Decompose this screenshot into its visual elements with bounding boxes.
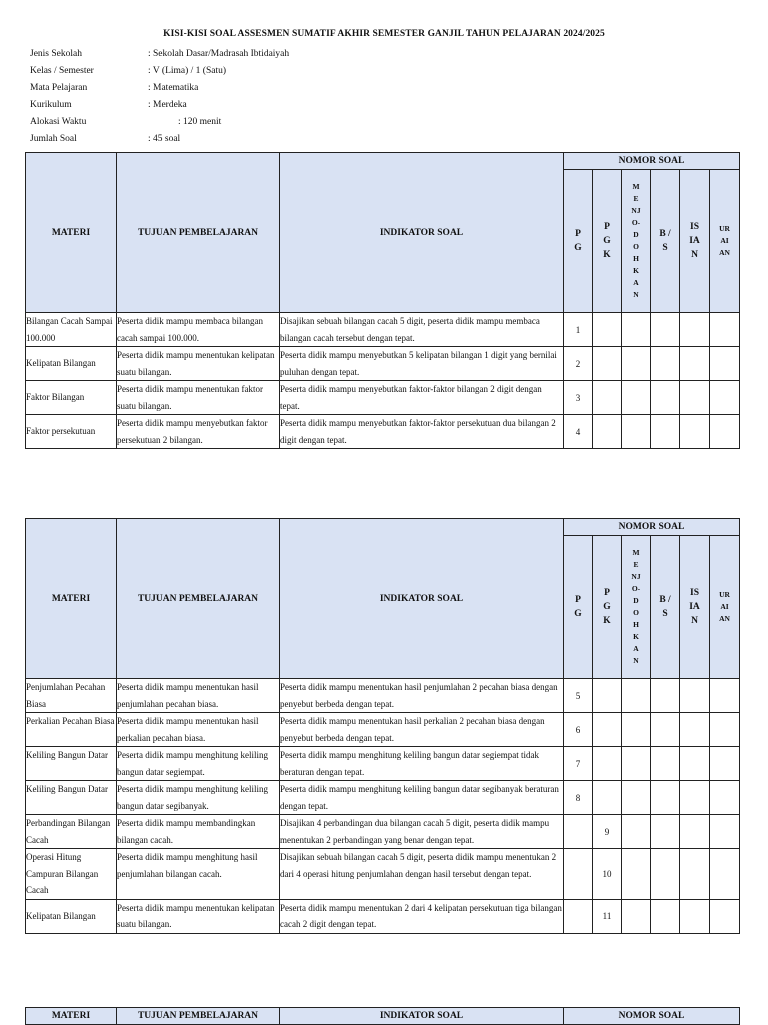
cell-uraian [710, 381, 740, 415]
cell-pgk: 11 [593, 899, 622, 933]
cell-tujuan: Peserta didik mampu menentukan kelipatan suatu bilangan. [117, 347, 280, 381]
header-isian-char: IS [690, 222, 699, 232]
header-materi: MATERI [26, 1008, 117, 1025]
header-tujuan: TUJUAN PEMBELAJARAN [117, 153, 280, 313]
cell-menjodohkan [622, 747, 651, 781]
cell-isian [680, 713, 710, 747]
cell-isian [680, 815, 710, 849]
cell-pg [564, 899, 593, 933]
header-bs-char: B / [659, 595, 671, 605]
cell-uraian [710, 415, 740, 449]
header-pgk-char: K [603, 250, 611, 260]
cell-bs [651, 849, 680, 900]
cell-pg [564, 849, 593, 900]
cell-isian [680, 381, 710, 415]
header-isian-char: N [691, 250, 698, 260]
cell-materi: Penjumlahan Pecahan Biasa [26, 679, 117, 713]
cell-tujuan: Peserta didik mampu menentukan kelipatan suatu bilangan. [117, 899, 280, 933]
header-pg-char: P [575, 229, 581, 239]
cell-uraian [710, 849, 740, 900]
header-menjodohkan-char: N [633, 290, 639, 299]
header-bs [651, 170, 680, 313]
cell-materi: Perkalian Pecahan Biasa [26, 713, 117, 747]
cell-materi: Keliling Bangun Datar [26, 747, 117, 781]
header-isian [680, 170, 710, 313]
header-pgk-char: G [603, 236, 611, 246]
table-row [26, 781, 740, 815]
cell-pgk: 10 [593, 849, 622, 900]
cell-pg: 1 [564, 313, 593, 347]
cell-indikator: Disajikan sebuah bilangan cacah 5 digit, peserta didik mampu menentukan 2 dari 4 operasi hitung penjumlahan dengan hasil tersebut dengan tepat. [280, 849, 564, 900]
meta-label: Mata Pelajaran [30, 83, 88, 93]
cell-materi: Faktor Bilangan [26, 381, 117, 415]
header-uraian-char: AN [719, 614, 730, 623]
cell-pgk [593, 381, 622, 415]
header-pgk-char: P [604, 588, 610, 598]
cell-pgk: 9 [593, 815, 622, 849]
cell-isian [680, 347, 710, 381]
cell-indikator: Peserta didik mampu menghitung keliling bangun datar segiempat tidak beraturan dengan tepat. [280, 747, 564, 781]
header-menjodohkan-char: O- [631, 584, 641, 593]
header-menjodohkan [622, 536, 651, 679]
header-nomor-soal: NOMOR SOAL [564, 153, 740, 170]
table-row [26, 899, 740, 933]
document-title: KISI-KISI SOAL ASSESMEN SUMATIF AKHIR SEMESTER GANJIL TAHUN PELAJARAN 2024/2025 [163, 29, 605, 39]
cell-materi: Operasi Hitung Campuran Bilangan Cacah [26, 849, 117, 900]
cell-materi: Kelipatan Bilangan [26, 899, 117, 933]
header-pg [564, 536, 593, 679]
cell-bs [651, 313, 680, 347]
cell-uraian [710, 313, 740, 347]
cell-bs [651, 899, 680, 933]
table-row [26, 313, 740, 347]
header-uraian-char: AI [720, 602, 729, 611]
cell-isian [680, 899, 710, 933]
cell-uraian [710, 747, 740, 781]
cell-pgk [593, 747, 622, 781]
header-pg-char: P [575, 595, 581, 605]
meta-value: : 45 soal [148, 134, 181, 144]
cell-indikator: Disajikan sebuah bilangan cacah 5 digit, peserta didik mampu membaca bilangan cacah tersebut dengan tepat. [280, 313, 564, 347]
cell-pgk [593, 679, 622, 713]
kisi-kisi-table-3-header [25, 1007, 740, 1025]
header-bs-char: S [662, 609, 668, 619]
header-pgk-char: K [603, 616, 611, 626]
header-materi: MATERI [26, 153, 117, 313]
cell-tujuan: Peserta didik mampu menghitung keliling bangun datar segiempat. [117, 747, 280, 781]
header-tujuan: TUJUAN PEMBELAJARAN [117, 1008, 280, 1025]
cell-bs [651, 415, 680, 449]
cell-menjodohkan [622, 313, 651, 347]
table-row [26, 713, 740, 747]
header-menjodohkan-char: E [633, 560, 639, 569]
cell-bs [651, 347, 680, 381]
header-nomor-soal: NOMOR SOAL [564, 1008, 740, 1025]
header-menjodohkan-char: M [632, 182, 640, 191]
cell-pg: 5 [564, 679, 593, 713]
cell-menjodohkan [622, 381, 651, 415]
cell-indikator: Peserta didik mampu menentukan hasil perkalian 2 pecahan biasa dengan penyebut berbeda dengan tepat. [280, 713, 564, 747]
header-isian-char: IA [689, 236, 700, 246]
header-uraian [710, 536, 740, 679]
header-nomor-soal: NOMOR SOAL [564, 519, 740, 536]
cell-bs [651, 713, 680, 747]
cell-isian [680, 849, 710, 900]
cell-menjodohkan [622, 849, 651, 900]
header-menjodohkan-char: A [633, 278, 639, 287]
cell-uraian [710, 815, 740, 849]
meta-value: : Sekolah Dasar/Madrasah Ibtidaiyah [148, 49, 290, 59]
header-menjodohkan-char: H [633, 254, 639, 263]
cell-tujuan: Peserta didik mampu menyebutkan faktor persekutuan 2 bilangan. [117, 415, 280, 449]
meta-value: : Matematika [148, 83, 199, 93]
table-row [26, 415, 740, 449]
header-menjodohkan-char: O- [631, 218, 641, 227]
cell-tujuan: Peserta didik mampu membaca bilangan cacah sampai 100.000. [117, 313, 280, 347]
cell-tujuan: Peserta didik mampu menentukan faktor suatu bilangan. [117, 381, 280, 415]
cell-pg: 2 [564, 347, 593, 381]
cell-pg: 4 [564, 415, 593, 449]
cell-materi: Bilangan Cacah Sampai 100.000 [26, 313, 117, 347]
cell-isian [680, 679, 710, 713]
cell-tujuan: Peserta didik mampu menentukan hasil perkalian pecahan biasa. [117, 713, 280, 747]
cell-materi: Perbandingan Bilangan Cacah [26, 815, 117, 849]
header-pg [564, 170, 593, 313]
header-uraian-char: AI [720, 236, 729, 245]
header-isian-char: IA [689, 602, 700, 612]
cell-bs [651, 679, 680, 713]
cell-tujuan: Peserta didik mampu menghitung hasil penjumlahan bilangan cacah. [117, 849, 280, 900]
cell-menjodohkan [622, 713, 651, 747]
header-bs-char: S [662, 243, 668, 253]
header-menjodohkan-char: NJ [631, 206, 641, 215]
cell-bs [651, 381, 680, 415]
cell-tujuan: Peserta didik mampu membandingkan bilangan cacah. [117, 815, 280, 849]
header-menjodohkan-char: N [633, 656, 639, 665]
cell-indikator: Peserta didik mampu menentukan hasil penjumlahan 2 pecahan biasa dengan penyebut berbeda dengan tepat. [280, 679, 564, 713]
cell-tujuan: Peserta didik mampu menghitung keliling bangun datar segibanyak. [117, 781, 280, 815]
header-menjodohkan [622, 170, 651, 313]
cell-pg: 3 [564, 381, 593, 415]
header-isian-char: IS [690, 588, 699, 598]
header-uraian-char: UR [719, 224, 730, 233]
header-pgk [593, 536, 622, 679]
meta-value: : 120 menit [178, 117, 222, 127]
cell-menjodohkan [622, 899, 651, 933]
cell-indikator: Peserta didik mampu menyebutkan faktor-faktor bilangan 2 digit dengan tepat. [280, 381, 564, 415]
cell-isian [680, 747, 710, 781]
meta-label: Kelas / Semester [30, 66, 94, 76]
header-menjodohkan-char: NJ [631, 572, 641, 581]
cell-uraian [710, 713, 740, 747]
table-row [26, 815, 740, 849]
header-menjodohkan-char: H [633, 620, 639, 629]
meta-label: Alokasi Waktu [30, 117, 87, 127]
header-menjodohkan-char: E [633, 194, 639, 203]
table-row [26, 347, 740, 381]
cell-isian [680, 313, 710, 347]
cell-materi: Kelipatan Bilangan [26, 347, 117, 381]
cell-tujuan: Peserta didik mampu menentukan hasil penjumlahan pecahan biasa. [117, 679, 280, 713]
header-pgk-char: P [604, 222, 610, 232]
header-pgk-char: G [603, 602, 611, 612]
cell-uraian [710, 347, 740, 381]
meta-label: Jumlah Soal [30, 134, 77, 144]
cell-materi: Keliling Bangun Datar [26, 781, 117, 815]
cell-bs [651, 815, 680, 849]
cell-menjodohkan [622, 815, 651, 849]
table-row [26, 747, 740, 781]
header-indikator: INDIKATOR SOAL [280, 1008, 564, 1025]
cell-indikator: Peserta didik mampu menyebutkan 5 kelipatan bilangan 1 digit yang bernilai puluhan dengan tepat. [280, 347, 564, 381]
cell-pgk [593, 713, 622, 747]
header-menjodohkan-char: K [633, 266, 639, 275]
cell-materi: Faktor persekutuan [26, 415, 117, 449]
cell-menjodohkan [622, 679, 651, 713]
cell-pg: 6 [564, 713, 593, 747]
header-menjodohkan-char: O [633, 608, 639, 617]
header-isian [680, 536, 710, 679]
meta-value: : V (Lima) / 1 (Satu) [148, 66, 227, 76]
cell-bs [651, 747, 680, 781]
header-menjodohkan-char: A [633, 644, 639, 653]
kisi-kisi-table-1 [25, 152, 740, 449]
cell-indikator: Peserta didik mampu menyebutkan faktor-faktor persekutuan dua bilangan 2 digit dengan tepat. [280, 415, 564, 449]
cell-uraian [710, 679, 740, 713]
cell-pg: 8 [564, 781, 593, 815]
cell-pgk [593, 347, 622, 381]
header-pg-char: G [574, 243, 582, 253]
header-indikator: INDIKATOR SOAL [280, 519, 564, 679]
cell-bs [651, 781, 680, 815]
header-menjodohkan-char: D [633, 230, 639, 239]
header-uraian [710, 170, 740, 313]
header-bs-char: B / [659, 229, 671, 239]
header-menjodohkan-char: D [633, 596, 639, 605]
cell-uraian [710, 781, 740, 815]
meta-value: : Merdeka [148, 100, 187, 110]
cell-isian [680, 415, 710, 449]
table-row [26, 381, 740, 415]
header-pgk [593, 170, 622, 313]
header-bs [651, 536, 680, 679]
cell-uraian [710, 899, 740, 933]
meta-label: Jenis Sekolah [30, 49, 82, 59]
cell-pg: 7 [564, 747, 593, 781]
kisi-kisi-table-2 [25, 518, 740, 934]
cell-isian [680, 781, 710, 815]
cell-menjodohkan [622, 415, 651, 449]
header-isian-char: N [691, 616, 698, 626]
header-pg-char: G [574, 609, 582, 619]
header-uraian-char: AN [719, 248, 730, 257]
table-row [26, 849, 740, 900]
header-uraian-char: UR [719, 590, 730, 599]
cell-pg [564, 815, 593, 849]
cell-pgk [593, 781, 622, 815]
meta-label: Kurikulum [30, 100, 72, 110]
cell-menjodohkan [622, 347, 651, 381]
cell-indikator: Peserta didik mampu menentukan 2 dari 4 kelipatan persekutuan tiga bilangan cacah 2 digit dengan tepat. [280, 899, 564, 933]
header-menjodohkan-char: K [633, 632, 639, 641]
header-materi: MATERI [26, 519, 117, 679]
cell-menjodohkan [622, 781, 651, 815]
cell-indikator: Disajikan 4 perbandingan dua bilangan cacah 5 digit, peserta didik mampu menentukan 2 perbandingan yang benar dengan tepat. [280, 815, 564, 849]
cell-indikator: Peserta didik mampu menghitung keliling bangun datar segibanyak beraturan dengan tepat. [280, 781, 564, 815]
table-row [26, 679, 740, 713]
cell-pgk [593, 415, 622, 449]
header-tujuan: TUJUAN PEMBELAJARAN [117, 519, 280, 679]
header-menjodohkan-char: M [632, 548, 640, 557]
cell-pgk [593, 313, 622, 347]
header-menjodohkan-char: O [633, 242, 639, 251]
header-indikator: INDIKATOR SOAL [280, 153, 564, 313]
